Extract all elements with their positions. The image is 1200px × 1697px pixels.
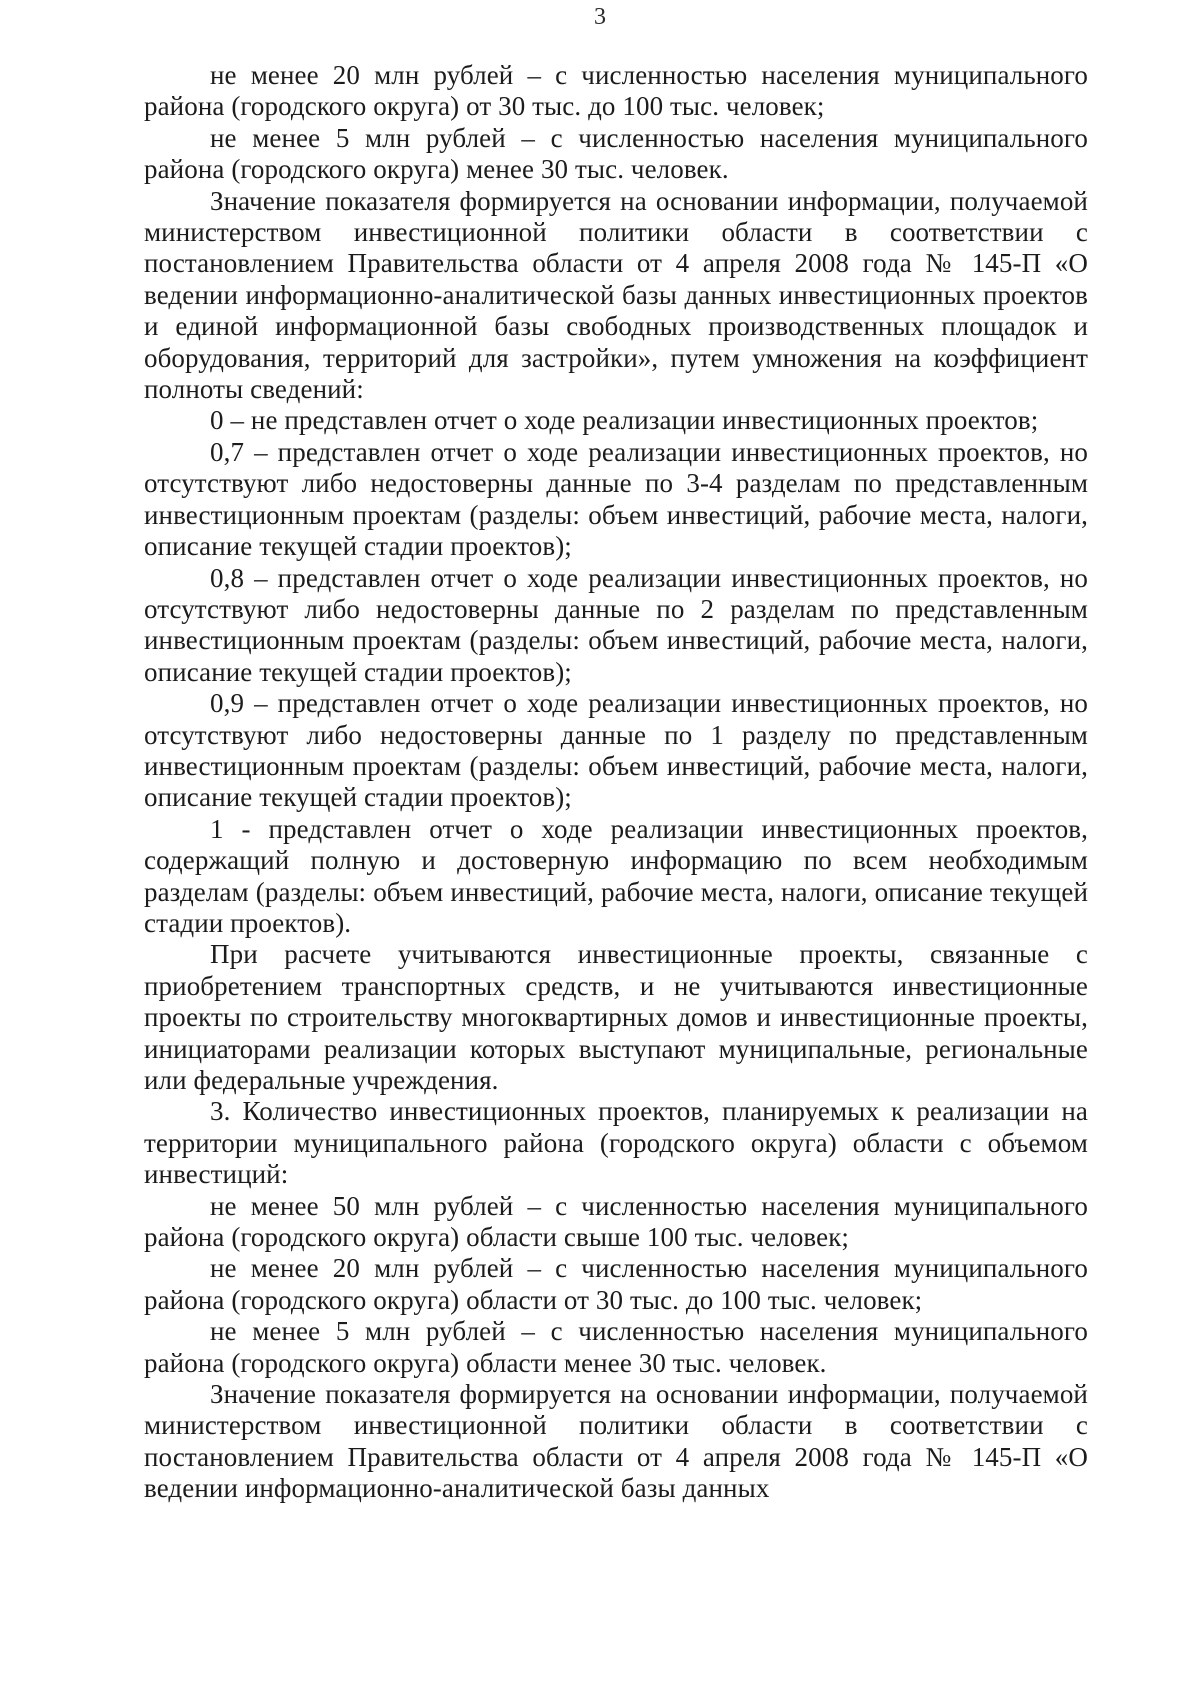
- paragraph-indicator-source: Значение показателя формируется на основании информации, получаемой министерством инвестиционной политики области в соответствии с постановлением Правительства области от 4 апреля 2008 года № 145-П «О ведении информационно-аналитической базы данных инвестиционных проектов и единой информационной базы свободных производственных площадок и оборудования, территорий для застройки», путем умножения на коэффициент полноты сведений:: [144, 185, 1088, 405]
- paragraph-calculation-rules: При расчете учитываются инвестиционные проекты, связанные с приобретением транспортных средств, и не учитываются инвестиционные проекты по строительству многоквартирных домов и инвестиционные проекты, инициаторами реализации которых выступают муниципальные, региональные или федеральные учреждения.: [144, 939, 1088, 1095]
- paragraph-item-3-indicator-source: Значение показателя формируется на основании информации, получаемой министерством инвестиционной политики области в соответствии с постановлением Правительства области от 4 апреля 2008 года № 145-П «О ведении информационно-аналитической базы данных: [144, 1379, 1088, 1504]
- document-body: [144, 60, 1088, 1505]
- paragraph-coefficient-0-8: 0,8 – представлен отчет о ходе реализации инвестиционных проектов, но отсутствуют либо недостоверны данные по 2 разделам по представленным инвестиционным проектам (разделы: объем инвестиций, рабочие места, налоги, описание текущей стадии проектов);: [144, 562, 1088, 687]
- paragraph-coefficient-0-7: 0,7 – представлен отчет о ходе реализации инвестиционных проектов, но отсутствуют либо недостоверны данные по 3-4 разделам по представленным инвестиционным проектам (разделы: объем инвестиций, рабочие места, налоги, описание текущей стадии проектов);: [144, 436, 1088, 562]
- paragraph-threshold-5m: не менее 5 млн рублей – с численностью населения муниципального района (городского округа) менее 30 тыс. человек.: [144, 122, 1088, 185]
- paragraph-coefficient-0: 0 – не представлен отчет о ходе реализации инвестиционных проектов;: [210, 405, 1039, 436]
- paragraph-item-3-threshold-20m: не менее 20 млн рублей – с численностью населения муниципального района (городского округа) области от 30 тыс. до 100 тыс. человек;: [144, 1253, 1088, 1315]
- paragraph-item-3-heading: 3. Количество инвестиционных проектов, планируемых к реализации на территории муниципального района (городского округа) области с объемом инвестиций:: [144, 1096, 1088, 1190]
- paragraph-item-3-threshold-50m: не менее 50 млн рублей – с численностью населения муниципального района (городского округа) области свыше 100 тыс. человек;: [144, 1190, 1088, 1253]
- paragraph-coefficient-0-9: 0,9 – представлен отчет о ходе реализации инвестиционных проектов, но отсутствуют либо недостоверны данные по 1 разделу по представленным инвестиционным проектам (разделы: объем инвестиций, рабочие места, налоги, описание текущей стадии проектов);: [144, 688, 1088, 813]
- page-number: 3: [594, 4, 606, 30]
- paragraph-item-3-threshold-5m: не менее 5 млн рублей – с численностью населения муниципального района (городского округа) области менее 30 тыс. человек.: [144, 1316, 1088, 1378]
- paragraph-coefficient-1: 1 - представлен отчет о ходе реализации инвестиционных проектов, содержащий полную и достоверную информацию по всем необходимым разделам (разделы: объем инвестиций, рабочие места, налоги, описание текущей стадии проектов).: [144, 813, 1088, 938]
- paragraph-threshold-20m: не менее 20 млн рублей – с численностью населения муниципального района (городского округа) от 30 тыс. до 100 тыс. человек;: [144, 60, 1088, 122]
